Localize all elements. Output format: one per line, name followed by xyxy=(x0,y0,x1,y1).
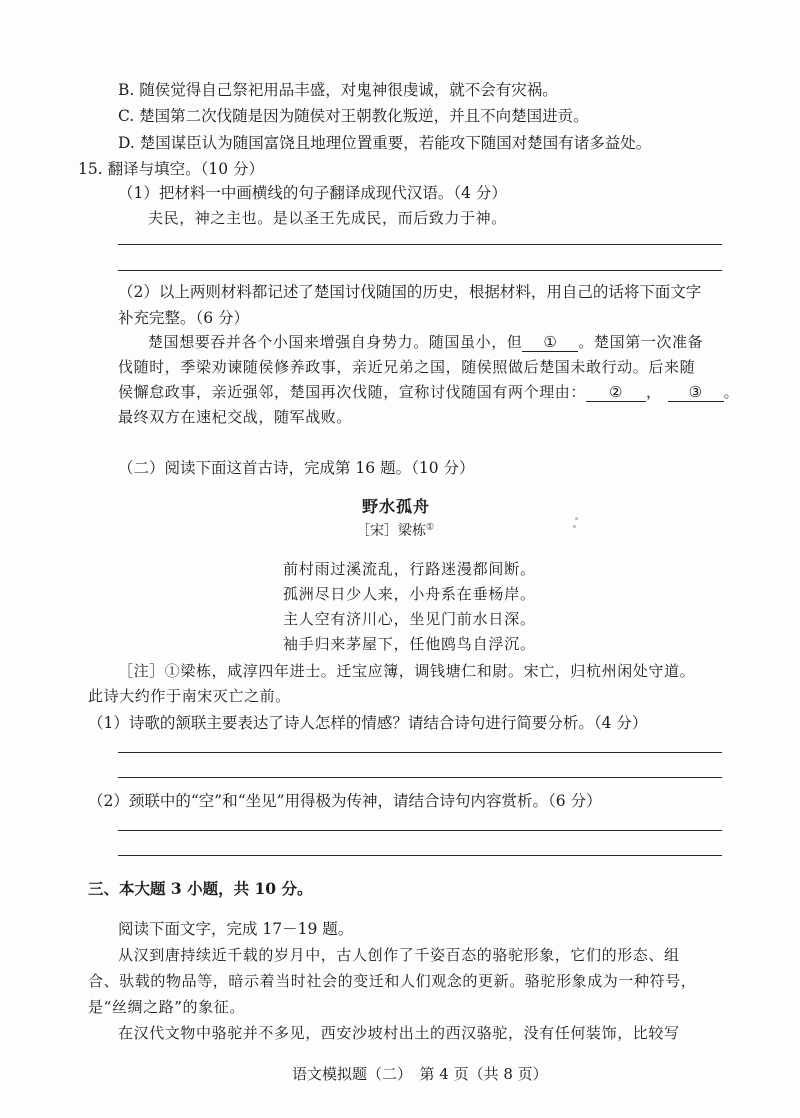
passage-line3-a: 侯懈怠政事，亲近强邻，楚国再次伐随，宣称讨伐随国有两个理由： xyxy=(118,383,587,401)
q15-sub1-sentence: 夫民，神之主也。是以圣王先成民，而后致力于神。 xyxy=(148,209,507,227)
poem-line-4: 袖手归来茅屋下，任他鸥鸟自浮沉。 xyxy=(283,635,536,653)
answer-line xyxy=(118,830,722,831)
passage-line3-end: 。 xyxy=(723,383,740,401)
passage-line2: 伐随时，季梁劝谏随侯修养政事，亲近兄弟之国，随侯照做后楚国未敢行动。后来随 xyxy=(118,358,696,376)
scan-speck xyxy=(573,525,576,528)
poem-line-1: 前村雨过溪流乱，行路迷漫都间断。 xyxy=(283,560,536,578)
answer-line xyxy=(118,752,722,753)
paragraph1-line2: 合、驮载的物品等，暗示着当时社会的变迁和人们观念的更新。骆驼形象成为一种符号， xyxy=(88,972,697,990)
answer-line xyxy=(118,855,722,856)
poem-question-2: （2）颈联中的“空”和“坐见”用得极为传神，请结合诗句内容赏析。（6 分） xyxy=(88,792,602,810)
section3-heading: 三、本大题 3 小题，共 10 分。 xyxy=(88,879,313,898)
passage-line4: 最终双方在速杞交战，随军战败。 xyxy=(118,408,353,426)
answer-line xyxy=(118,270,722,271)
option-d: D. 楚国谋臣认为随国富饶且地理位置重要，若能攻下随国对楚国有诸多益处。 xyxy=(118,134,652,152)
section2-heading: （二）阅读下面这首古诗，完成第 16 题。（10 分） xyxy=(118,459,475,477)
passage-line1 xyxy=(148,331,703,352)
blank-1: ① xyxy=(522,333,578,352)
poem-question-1: （1）诗歌的颔联主要表达了诗人怎样的情感？请结合诗句进行简要分析。（4 分） xyxy=(88,714,648,732)
q15-sub2-prompt-line1: （2）以上两则材料都记述了楚国讨伐随国的历史，根据材料，用自己的话将下面文字 xyxy=(118,283,702,301)
passage-line3-sep: ， xyxy=(646,383,662,401)
q15-title: 15. 翻译与填空。（10 分） xyxy=(78,160,264,178)
passage-line1-a: 楚国想要吞并各个小国来增强自身势力。随国虽小，但 xyxy=(148,333,523,351)
poem-line-3: 主人空有济川心，坐见门前水日深。 xyxy=(283,610,536,628)
poem-author-name: ［宋］梁栋 xyxy=(356,523,426,539)
passage-line3 xyxy=(118,381,739,402)
blank-3: ③ xyxy=(668,383,724,402)
option-b: B. 随侯觉得自己祭祀用品丰盛，对鬼神很虔诚，就不会有灾祸。 xyxy=(118,81,558,99)
paragraph1-line3: 是“丝绸之路”的象征。 xyxy=(88,998,245,1016)
answer-line xyxy=(118,777,722,778)
paragraph2-line1: 在汉代文物中骆驼并不多见，西安沙坡村出土的西汉骆驼，没有任何装饰，比较写 xyxy=(118,1024,680,1042)
paragraph1-line1: 从汉到唐持续近千载的岁月中，古人创作了千姿百态的骆驼形象，它们的形态、组 xyxy=(118,946,680,964)
poem-author xyxy=(356,520,434,540)
page-footer: 语文模拟题（二） 第 4 页（共 8 页） xyxy=(292,1065,548,1083)
passage-line1-b: 。楚国第一次准备 xyxy=(578,333,704,351)
blank-2: ② xyxy=(586,383,646,402)
answer-line xyxy=(118,244,722,245)
q15-sub1-prompt: （1）把材料一中画横线的句子翻译成现代汉语。（4 分） xyxy=(118,184,507,202)
poem-line-2: 孤洲尽日少人来，小舟系在垂杨岸。 xyxy=(283,585,536,603)
section3-instruction: 阅读下面文字，完成 17－19 题。 xyxy=(118,920,354,938)
author-note-mark: ① xyxy=(426,522,435,533)
poem-title: 野水孤舟 xyxy=(362,497,431,516)
scan-speck xyxy=(575,517,578,520)
poem-note-line1: ［注］①梁栋，咸淳四年进士。迁宝应簿，调钱塘仁和尉。宋亡，归杭州闲处守道。 xyxy=(118,662,696,680)
poem-note-line2: 此诗大约作于南宋灭亡之前。 xyxy=(88,687,291,705)
option-c: C. 楚国第二次伐随是因为随侯对王朝教化叛逆，并且不向楚国进贡。 xyxy=(118,107,589,125)
q15-sub2-prompt-line2: 补充完整。（6 分） xyxy=(118,309,250,327)
